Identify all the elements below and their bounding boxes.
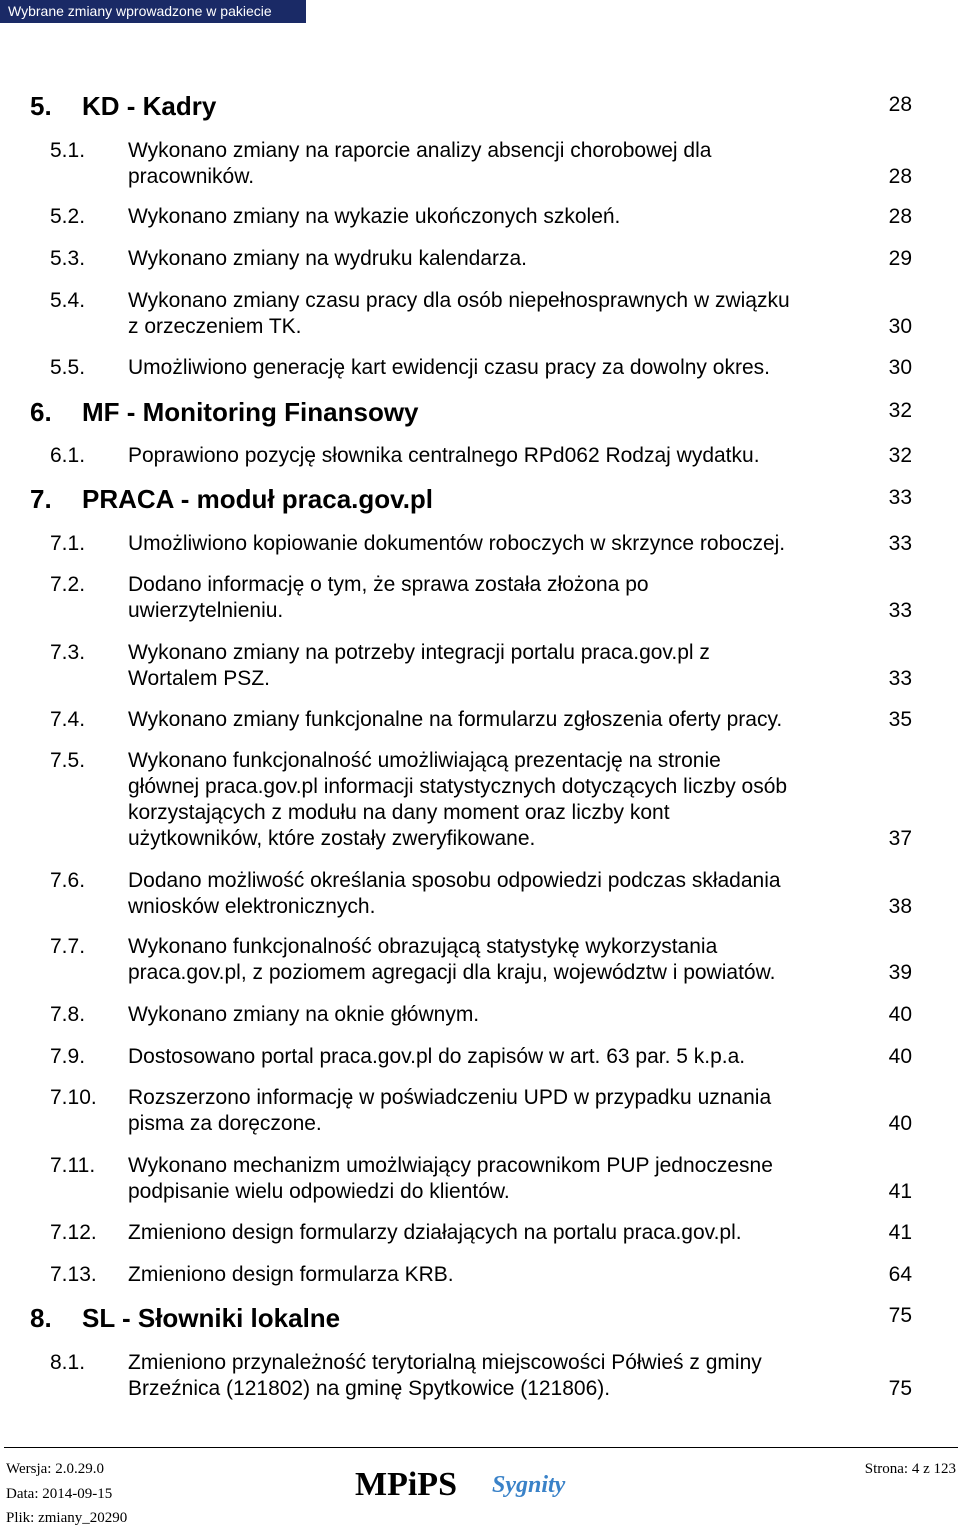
toc-item-text [128, 572, 858, 624]
toc-item-line: Dodano możliwość określania sposobu odpowiedzi podczas składania [128, 869, 781, 892]
toc-page-number: 33 [888, 486, 912, 509]
toc-item-number: 5.3. [50, 247, 86, 270]
toc-item-number: 7.7. [50, 935, 86, 958]
toc-item-text [128, 1220, 858, 1246]
toc-item-number: 7.6. [50, 869, 86, 892]
document-header-bar [0, 0, 306, 23]
toc-section-number: 6. [30, 397, 52, 427]
toc-page-number: 32 [888, 399, 912, 422]
toc-item-line: z orzeczeniem TK. [128, 315, 302, 338]
toc-item-line: wniosków elektronicznych. [128, 895, 376, 918]
toc-item-line: użytkowników, które zostały zweryfikowane. [128, 827, 536, 850]
toc-item-text [128, 1350, 858, 1402]
toc-item-number: 8.1. [50, 1351, 86, 1374]
toc-item-number: 7.3. [50, 641, 86, 664]
toc-item-line: pracowników. [128, 165, 255, 188]
toc-item-line: głównej praca.gov.pl informacji statystycznych dotyczących liczby osób [128, 775, 788, 798]
footer-divider [4, 1447, 958, 1448]
toc-section-title: PRACA - moduł praca.gov.pl [82, 484, 434, 514]
toc-item-number: 5.2. [50, 205, 86, 228]
toc-page-number: 33 [888, 599, 912, 622]
toc-item-number: 5.5. [50, 356, 86, 379]
toc-page-number: 30 [888, 315, 912, 338]
toc-page-number: 35 [888, 708, 912, 731]
toc-item-line: Umożliwiono kopiowanie dokumentów roboczych w skrzynce roboczej. [128, 532, 786, 555]
toc-item-number: 7.11. [50, 1154, 96, 1177]
toc-item-number: 7.8. [50, 1003, 86, 1026]
toc-item-text [128, 868, 858, 920]
toc-item-line: Rozszerzono informację w poświadczeniu UPD w przypadku uznania [128, 1086, 772, 1109]
toc-item-line: Zmieniono design formularzy działających na portalu praca.gov.pl. [128, 1221, 742, 1244]
toc-item-line: Brzeźnica (121802) na gminę Spytkowice (121806). [128, 1377, 611, 1400]
toc-section-number: 5. [30, 91, 52, 121]
footer-date: Data: 2014-09-15 [6, 1486, 113, 1502]
toc-item-number: 5.1. [50, 139, 86, 162]
toc-item-number: 7.10. [50, 1086, 97, 1109]
toc-item-line: Wykonano zmiany na wydruku kalendarza. [128, 247, 528, 270]
toc-page-number: 32 [888, 444, 912, 467]
toc-item-text [128, 934, 858, 986]
toc-page-number: 40 [888, 1045, 912, 1068]
toc-item-number: 7.5. [50, 749, 86, 772]
toc-item-text [128, 246, 858, 272]
toc-item-line: Dodano informację o tym, że sprawa została złożona po [128, 573, 649, 596]
toc-page-number: 38 [888, 895, 912, 918]
toc-item-line: Zmieniono design formularza KRB. [128, 1263, 454, 1286]
toc-section-title: MF - Monitoring Finansowy [82, 397, 419, 427]
footer-file: Plik: zmiany_20290 [6, 1510, 128, 1526]
toc-page-number: 75 [888, 1304, 912, 1327]
toc-item-text [128, 288, 858, 340]
toc-item-line: Wykonano zmiany na oknie głównym. [128, 1003, 480, 1026]
toc-page-number: 40 [888, 1112, 912, 1135]
toc-item-text [128, 443, 858, 469]
toc-item-line: korzystających z modułu na dany moment oraz liczby kont [128, 801, 670, 824]
toc-section-number: 7. [30, 484, 52, 514]
toc-item-text [128, 1002, 858, 1028]
toc-item-line: Wykonano zmiany na wykazie ukończonych szkoleń. [128, 205, 621, 228]
toc-item-text [128, 138, 858, 190]
toc-page-number: 28 [888, 205, 912, 228]
toc-item-line: Umożliwiono generację kart ewidencji czasu pracy za dowolny okres. [128, 356, 770, 379]
toc-item-line: Poprawiono pozycję słownika centralnego RPd062 Rodzaj wydatku. [128, 444, 760, 467]
toc-item-text [128, 1153, 858, 1205]
toc-item-line: Wykonano mechanizm umożlwiający pracownikom PUP jednoczesne [128, 1154, 773, 1177]
toc-page-number: 41 [888, 1221, 912, 1244]
toc-item-number: 6.1. [50, 444, 86, 467]
toc-item-text [128, 1085, 858, 1137]
toc-item-number: 7.1. [50, 532, 86, 555]
toc-page-number: 28 [888, 165, 912, 188]
toc-page-number: 29 [888, 247, 912, 270]
toc-item-text [128, 1262, 858, 1288]
toc-page-number: 37 [888, 827, 912, 850]
toc-item-line: Zmieniono przynależność terytorialną miejscowości Półwieś z gminy [128, 1351, 762, 1374]
toc-item-line: praca.gov.pl, z poziomem agregacji dla kraju, województw i powiatów. [128, 961, 776, 984]
toc-item-number: 7.9. [50, 1045, 86, 1068]
toc-page-number: 64 [888, 1263, 912, 1286]
toc-item-number: 7.2. [50, 573, 86, 596]
toc-item-line: uwierzytelnieniu. [128, 599, 284, 622]
toc-page-number: 41 [888, 1180, 912, 1203]
toc-item-number: 7.13. [50, 1263, 97, 1286]
toc-item-text [128, 531, 858, 557]
toc-item-text [128, 707, 858, 733]
document-header-title: Wybrane zmiany wprowadzone w pakiecie [8, 3, 272, 19]
toc-page-number: 75 [888, 1377, 912, 1400]
toc-item-number: 7.12. [50, 1221, 97, 1244]
toc-item-line: podpisanie wielu odpowiedzi do klientów. [128, 1180, 510, 1203]
footer-version: Wersja: 2.0.29.0 [6, 1461, 104, 1477]
toc-section-number: 8. [30, 1303, 52, 1333]
toc-page-number: 33 [888, 667, 912, 690]
toc-page-number: 40 [888, 1003, 912, 1026]
toc-section-title: SL - Słowniki lokalne [82, 1303, 341, 1333]
toc-item-line: Dostosowano portal praca.gov.pl do zapisów w art. 63 par. 5 k.p.a. [128, 1045, 746, 1068]
toc-page-number: 33 [888, 532, 912, 555]
toc-item-number: 7.4. [50, 708, 86, 731]
toc-page-number: 30 [888, 356, 912, 379]
toc-item-line: Wykonano zmiany na potrzeby integracji portalu praca.gov.pl z [128, 641, 710, 664]
toc-page-number: 39 [888, 961, 912, 984]
toc-item-line: Wykonano zmiany czasu pracy dla osób niepełnosprawnych w związku [128, 289, 790, 312]
toc-item-text [128, 355, 858, 381]
toc-item-text [128, 748, 858, 852]
toc-item-line: Wykonano funkcjonalność umożliwiającą prezentację na stronie [128, 749, 721, 772]
toc-item-text [128, 1044, 858, 1070]
toc-item-line: Wykonano zmiany funkcjonalne na formularzu zgłoszenia oferty pracy. [128, 708, 783, 731]
toc-item-text [128, 640, 858, 692]
toc-item-line: Wykonano zmiany na raporcie analizy absencji chorobowej dla [128, 139, 712, 162]
toc-item-line: Wortalem PSZ. [128, 667, 270, 690]
toc-item-number: 5.4. [50, 289, 86, 312]
toc-item-text [128, 204, 858, 230]
toc-section-title: KD - Kadry [82, 91, 217, 121]
toc-item-line: Wykonano funkcjonalność obrazującą statystykę wykorzystania [128, 935, 718, 958]
footer-page-info: Strona: 4 z 123 [864, 1461, 956, 1477]
toc-item-line: pisma za doręczone. [128, 1112, 322, 1135]
mpips-logo: MPiPS [355, 1466, 457, 1503]
toc-page-number: 28 [888, 93, 912, 116]
sygnity-logo: Sygnity [492, 1472, 566, 1498]
